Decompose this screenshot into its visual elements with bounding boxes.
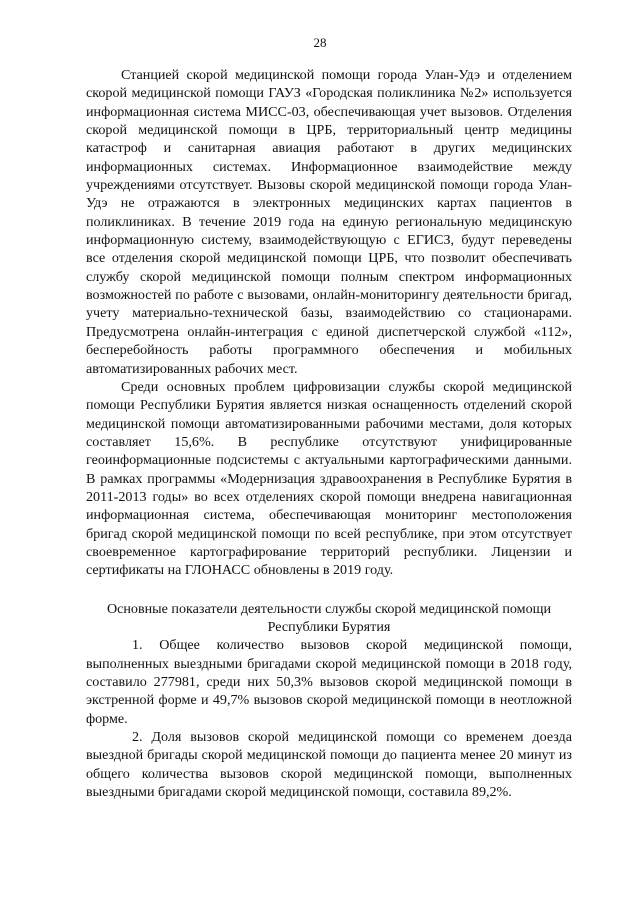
list-item-arrival-time-share: 2. Доля вызовов скорой медицинской помощи со временем доезда выездной бригады скорой медицинской помощи до пациента менее 20 минут из общего количества вызовов скорой медицинской помощи, выполненных выездными бригадами скорой медицинской помощи, составила 89,2%.: [86, 729, 572, 801]
paragraph-information-systems: Станцией скорой медицинской помощи города Улан-Удэ и отделением скорой медицинской помощи ГАУЗ «Городская поликлиника №2» используется информационная система МИСС-03, обеспечивающая учет вызовов. Отделения скорой медицинской помощи в ЦРБ, территориальный центр медицины катастроф и санитарная авиация работают в других медицинских информационных системах. Информационное взаимодействие между учреждениями отсутствует. Вызовы скорой медицинской помощи города Улан-Удэ не отражаются в электронных медицинских картах пациентов в поликлиниках. В течение 2019 года на единую региональную медицинскую информационную систему, взаимодействующую с ЕГИСЗ, будут переведены все отделения скорой медицинской помощи ЦРБ, что позволит обеспечивать службу скорой медицинской помощи полным спектром информационных возможностей по работе с вызовами, онлайн-мониторингу деятельности бригад, учету материально-технической базы, взаимодействию со стационарами. Предусмотрена онлайн-интеграция с единой диспетчерской службой «112», бесперебойность работы программного обеспечения и мобильных автоматизированных рабочих мест.: [86, 67, 572, 377]
section-title-line-2: Республики Бурятия: [267, 618, 391, 635]
page-number: 28: [313, 35, 327, 50]
document-body: [86, 66, 572, 801]
list-item-call-count: 1. Общее количество вызовов скорой медицинской помощи, выполненных выездными бригадами скорой медицинской помощи в 2018 году, составило 277981, среди них 50,3% вызовов скорой медицинской помощи в экстренной форме и 49,7% вызовов скорой медицинской помощи в неотложной форме.: [86, 637, 572, 727]
section-title-line-1: Основные показатели деятельности службы скорой медицинской помощи: [106, 600, 552, 617]
section-title: [86, 600, 572, 637]
paragraph-digitization-problems: Среди основных проблем цифровизации службы скорой медицинской помощи Республики Бурятия является низкая оснащенность отделений скорой медицинской помощи автоматизированными рабочими местами, доля которых составляет 15,6%. В республике отсутствуют унифицированные геоинформационные подсистемы с актуальными картографическими данными. В рамках программы «Модернизация здравоохранения в Республике Бурятия в 2011-2013 годы» во всех отделениях скорой помощи внедрена навигационная информационная система, обеспечивающая мониторинг местоположения бригад скорой медицинской помощи по всей республике, при этом отсутствует своевременное картографирование территорий республики. Лицензии и сертификаты на ГЛОНАСС обновлены в 2019 году.: [86, 378, 572, 579]
